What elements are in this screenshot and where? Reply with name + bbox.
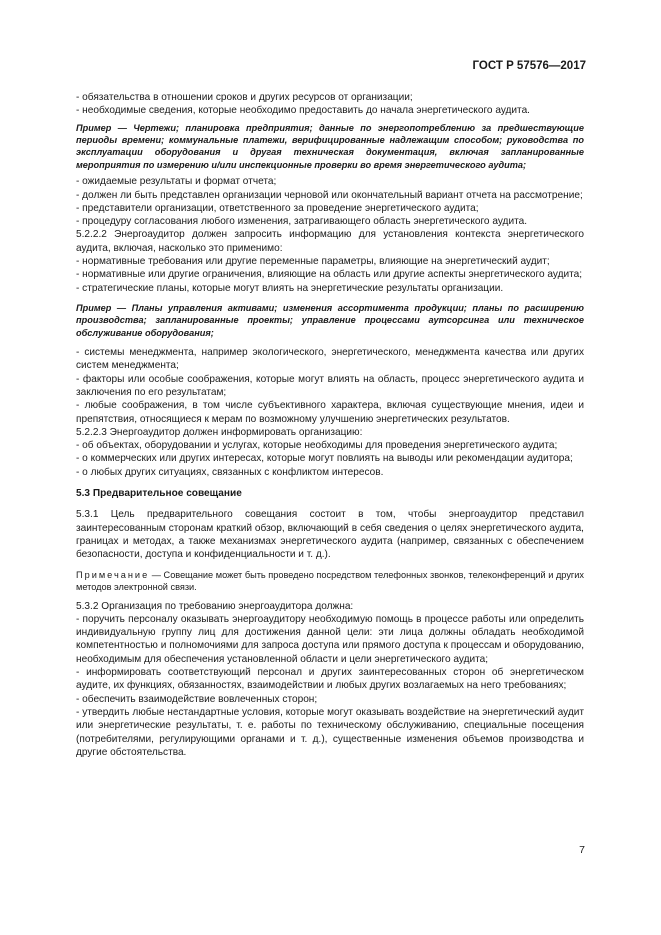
list-item: - системы менеджмента, например экологического, энергетического, менеджмента качества или других систем менеджмента; <box>76 347 584 372</box>
list-item: - поручить персоналу оказывать энергоаудитору необходимую помощь в процессе работы или определить индивидуальную группу лиц для достижения данной цели: эти лица должны обладать необходимой компетентностью и полномочиями для запроса доступа или прямого доступа к процессам и оборудованию, необходимым для обеспечения установленной области и цели энергетического аудита; <box>76 613 584 665</box>
list-item: - должен ли быть представлен организации черновой или окончательный вариант отчета на рассмотрение; <box>76 189 583 201</box>
list-item: - о любых других ситуациях, связанных с конфликтом интересов. <box>76 466 384 478</box>
list-item: - необходимые сведения, которые необходимо предоставить до начала энергетического аудита. <box>76 105 530 117</box>
list-item: - обеспечить взаимодействие вовлеченных сторон; <box>76 693 318 705</box>
note-text: — Совещание может быть проведено посредством телефонных звонков, телеконференций и других методов электронной связи. <box>76 569 584 592</box>
example-paragraph: Пример — Чертежи; планировка предприятия; данные по энергопотреблению за предшествующие периоды времени; коммунальные платежи, верифицированные надлежащим способом; руководства по эксплуатации оборудования и другая техническая документация, включая запланированные мероприятия по измерению и/или инспекционные проверки во время энергетического аудита; <box>76 122 584 170</box>
list-item: - процедуру согласования любого изменения, затрагивающего область энергетического аудита. <box>76 216 528 228</box>
list-item: - ожидаемые результаты и формат отчета; <box>76 176 277 188</box>
list-item: - представители организации, ответственного за проведение энергетического аудита; <box>76 202 479 214</box>
note-paragraph <box>76 569 584 593</box>
list-item: - утвердить любые нестандартные условия, которые могут оказывать воздействие на энергетический аудит или энергетические результаты, т. е. работы по техническому обслуживанию, специальные посещения (потребителями, регулирующими органами и т. д.), существенные изменения объемов производства и другие обстоятельства. <box>76 706 584 758</box>
page-number: 7 <box>579 844 585 856</box>
list-item: - об объектах, оборудовании и услугах, которые необходимы для проведения энергетического аудита; <box>76 440 558 452</box>
list-item: - стратегические планы, которые могут влиять на энергетические результаты организации. <box>76 282 504 294</box>
list-item: - информировать соответствующий персонал и других заинтересованных сторон об энергетическом аудите, их функциях, обязанностях, взаимодействии и любых других возлагаемых на него требованиях; <box>76 667 584 692</box>
list-item: - нормативные требования или другие переменные параметры, влияющие на энергетический аудит; <box>76 256 550 267</box>
list-item: - факторы или особые соображения, которые могут влиять на область, процесс энергетического аудита и заключения по его результатам; <box>76 373 584 398</box>
clause-paragraph: 5.2.2.3 Энергоаудитор должен информировать организацию: <box>76 426 363 438</box>
list-item: - нормативные или другие ограничения, влияющие на область или другие аспекты энергетического аудита; <box>76 269 583 281</box>
clause-paragraph: 5.3.2 Организация по требованию энергоаудитора должна: <box>76 600 354 612</box>
note-label: Примечание <box>76 569 150 580</box>
clause-paragraph: 5.3.1 Цель предварительного совещания состоит в том, чтобы энергоаудитор представил заинтересованным сторонам краткий обзор, включающий в себя сведения о целях энергетического аудита, границах и методах, а также механизмах энергетического аудита (например, связанных с обеспечением безопасности, доступа и конфиденциальности и т. д.). <box>76 509 584 561</box>
list-item: - обязательства в отношении сроков и других ресурсов от организации; <box>76 92 413 103</box>
list-item: - о коммерческих или других интересах, которые могут повлиять на выводы или рекомендации аудитора; <box>76 453 573 465</box>
example-paragraph: Пример — Планы управления активами; изменения ассортимента продукции; планы по расширению производства; запланированные проекты; управление процессами аутсорсинга или техническое обслуживание оборудования; <box>76 302 584 338</box>
document-body <box>76 91 584 759</box>
clause-paragraph: 5.2.2.2 Энергоаудитор должен запросить информацию для установления контекста энергетического аудита, включая, насколько это применимо: <box>76 229 584 254</box>
section-heading: 5.3 Предварительное совещание <box>76 488 242 500</box>
document-id: ГОСТ Р 57576—2017 <box>472 60 586 72</box>
list-item: - любые соображения, в том числе субъективного характера, включая существующие мнения, идеи и препятствия, относящиеся к мерам по возможному улучшению энергетических результатов. <box>76 400 584 425</box>
